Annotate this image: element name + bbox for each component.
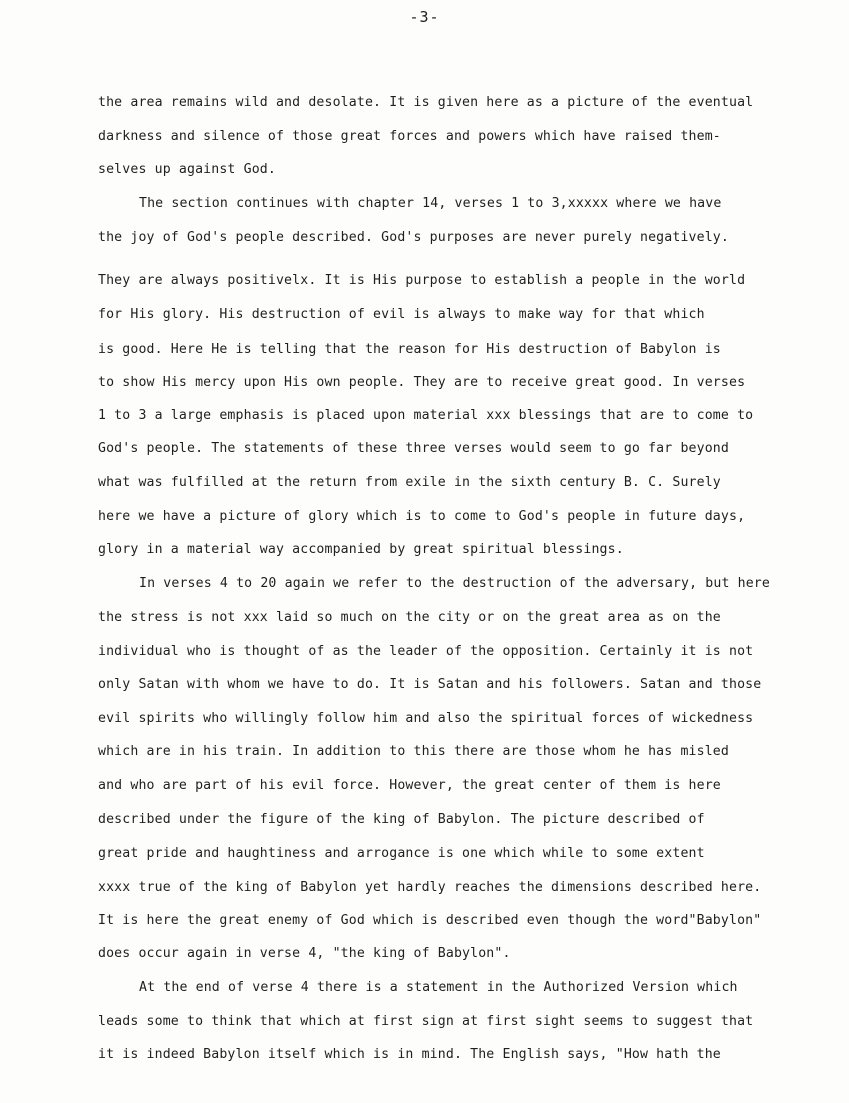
text-line: selves up against God.	[98, 162, 276, 177]
text-line: only Satan with whom we have to do. It is Satan and his followers. Satan and those	[98, 677, 762, 692]
text-line: In verses 4 to 20 again we refer to the destruction of the adversary, but here	[139, 576, 770, 591]
text-line: evil spirits who willingly follow him and also the spiritual forces of wickedness	[98, 711, 754, 726]
text-line: the area remains wild and desolate. It is given here as a picture of the eventual	[98, 95, 754, 110]
text-line: and who are part of his evil force. However, the great center of them is here	[98, 778, 721, 793]
text-line: described under the figure of the king of Babylon. The picture described of	[98, 812, 705, 827]
text-line: At the end of verse 4 there is a statement in the Authorized Version which	[139, 980, 738, 995]
text-line: what was fulfilled at the return from exile in the sixth century B. C. Surely	[98, 475, 721, 490]
page-number: -3-	[409, 8, 440, 26]
text-line: to show His mercy upon His own people. They are to receive great good. In verses	[98, 375, 746, 390]
text-line: great pride and haughtiness and arrogance is one which while to some extent	[98, 846, 705, 861]
text-line: for His glory. His destruction of evil is always to make way for that which	[98, 307, 705, 322]
text-line: darkness and silence of those great forces and powers which have raised them-	[98, 129, 721, 144]
text-line: it is indeed Babylon itself which is in mind. The English says, "How hath the	[98, 1047, 721, 1062]
text-line: does occur again in verse 4, "the king of Babylon".	[98, 946, 511, 961]
text-line: which are in his train. In addition to this there are those whom he has misled	[98, 744, 729, 759]
text-line: the stress is not xxx laid so much on the city or on the great area as on the	[98, 610, 721, 625]
text-line: It is here the great enemy of God which is described even though the word"Babylon"	[98, 913, 762, 928]
text-line: here we have a picture of glory which is to come to God's people in future days,	[98, 509, 746, 524]
text-line: 1 to 3 a large emphasis is placed upon material xxx blessings that are to come to	[98, 408, 754, 423]
text-line: leads some to think that which at first sign at first sight seems to suggest that	[98, 1014, 754, 1029]
text-line: God's people. The statements of these three verses would seem to go far beyond	[98, 441, 729, 456]
text-line: xxxx true of the king of Babylon yet hardly reaches the dimensions described here.	[98, 880, 762, 895]
text-line: is good. Here He is telling that the reason for His destruction of Babylon is	[98, 342, 721, 357]
text-line: They are always positivelx. It is His purpose to establish a people in the world	[98, 273, 746, 288]
text-line: the joy of God's people described. God's purposes are never purely negatively.	[98, 230, 729, 245]
text-line: individual who is thought of as the leader of the opposition. Certainly it is not	[98, 644, 754, 659]
text-line: The section continues with chapter 14, verses 1 to 3,xxxxx where we have	[139, 196, 722, 211]
text-line: glory in a material way accompanied by great spiritual blessings.	[98, 542, 624, 557]
